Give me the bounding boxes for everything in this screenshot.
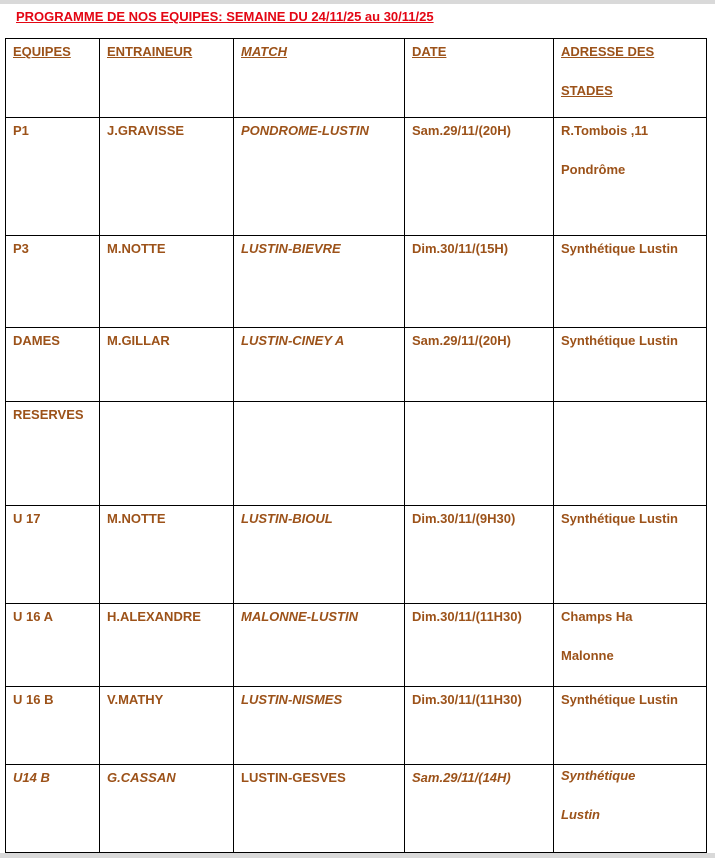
cell-date: Sam.29/11/(14H) [405, 765, 554, 853]
cell-match: LUSTIN-BIOUL [234, 506, 405, 604]
cell-adresse: R.Tombois ,11 Pondrôme [554, 118, 707, 236]
cell-entraineur: M.NOTTE [100, 236, 234, 328]
cell-entraineur: V.MATHY [100, 687, 234, 765]
cell-match: LUSTIN-NISMES [234, 687, 405, 765]
cell-entraineur: J.GRAVISSE [100, 118, 234, 236]
cell-date [405, 402, 554, 506]
cell-equipe: U 16 A [6, 604, 100, 687]
header-entraineur: ENTRAINEUR [100, 39, 234, 118]
header-equipes: EQUIPES [6, 39, 100, 118]
table-row [6, 402, 707, 506]
cell-equipe: P3 [6, 236, 100, 328]
cell-adresse: Champs Ha Malonne [554, 604, 707, 687]
cell-date: Sam.29/11/(20H) [405, 328, 554, 402]
cell-match: PONDROME-LUSTIN [234, 118, 405, 236]
table-row [6, 765, 707, 853]
table-row [6, 236, 707, 328]
cell-adresse: Synthétique Lustin [554, 687, 707, 765]
cell-adresse: Synthétique Lustin [554, 328, 707, 402]
cell-equipe: U 16 B [6, 687, 100, 765]
cell-match: MALONNE-LUSTIN [234, 604, 405, 687]
header-match: MATCH [234, 39, 405, 118]
cell-match: LUSTIN-CINEY A [234, 328, 405, 402]
cell-date: Dim.30/11/(15H) [405, 236, 554, 328]
cell-entraineur: G.CASSAN [100, 765, 234, 853]
header-adresse: ADRESSE DES STADES [554, 39, 707, 118]
table-row [6, 118, 707, 236]
cell-equipe: U14 B [6, 765, 100, 853]
cell-entraineur: H.ALEXANDRE [100, 604, 234, 687]
page-title: PROGRAMME DE NOS EQUIPES: SEMAINE DU 24/11/25 au 30/11/25 [16, 9, 434, 24]
table-row [6, 328, 707, 402]
table-row [6, 687, 707, 765]
cell-match: LUSTIN-GESVES [234, 765, 405, 853]
cell-date: Dim.30/11/(11H30) [405, 604, 554, 687]
cell-date: Sam.29/11/(20H) [405, 118, 554, 236]
header-date: DATE [405, 39, 554, 118]
cell-match [234, 402, 405, 506]
cell-date: Dim.30/11/(9H30) [405, 506, 554, 604]
bottom-border [0, 853, 715, 858]
header-row [6, 39, 707, 118]
top-border [0, 0, 715, 4]
cell-adresse: Synthétique Lustin [554, 236, 707, 328]
cell-equipe: P1 [6, 118, 100, 236]
cell-entraineur: M.NOTTE [100, 506, 234, 604]
cell-match: LUSTIN-BIEVRE [234, 236, 405, 328]
table-row [6, 506, 707, 604]
cell-adresse [554, 402, 707, 506]
cell-adresse: Synthétique Lustin [554, 506, 707, 604]
cell-entraineur [100, 402, 234, 506]
cell-entraineur: M.GILLAR [100, 328, 234, 402]
cell-adresse: Synthétique Lustin [554, 765, 707, 853]
cell-equipe: RESERVES [6, 402, 100, 506]
schedule-table [5, 38, 707, 853]
table-row [6, 604, 707, 687]
cell-equipe: DAMES [6, 328, 100, 402]
cell-date: Dim.30/11/(11H30) [405, 687, 554, 765]
cell-equipe: U 17 [6, 506, 100, 604]
